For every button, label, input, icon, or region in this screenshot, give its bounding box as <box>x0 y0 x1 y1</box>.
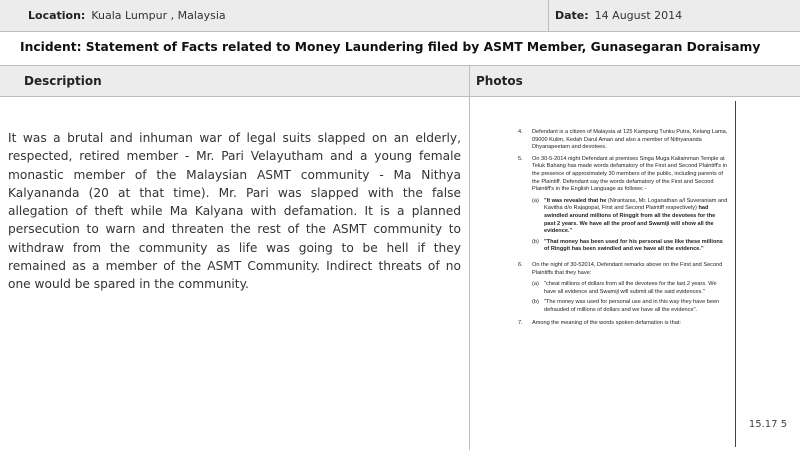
doc-paragraph-6b: (b) "The money was used for personal use and in this way they have been defrauded of millions of dollars and we have all the evidence". <box>532 299 720 313</box>
description-heading: Description <box>0 66 470 97</box>
doc-paragraph-5: 5. On 30-5-2014 night Defendant at premises Singa Muga Kaliamman Temple at Teluk Bahang has made words defamatory of the First and Second Plaintiff's in the presence of approximately 30 members of the public, including parents of the Plaintiff. Defendant say the words defamatory of the First and Second Plaintiff's in the English Language as follows: - <box>518 155 727 193</box>
photos-heading: Photos <box>476 74 523 88</box>
location-value: Kuala Lumpur , Malaysia <box>91 9 226 22</box>
description-column <box>0 97 470 450</box>
date-cell <box>549 0 800 32</box>
doc-paragraph-6: 6. On the night of 30-52014, Defendant remarks above on the First and Second Plaintiffs that they have: <box>518 261 723 276</box>
incident-title: Incident: Statement of Facts related to Money Laundering filed by ASMT Member, Gunasegaran Doraisamy <box>0 32 800 66</box>
document-text <box>518 129 728 332</box>
description-text: It was a brutal and inhuman war of legal suits slapped on an elderly, respected, retired member - Mr. Pari Velayutham and a young female monastic member of the Malaysian ASMT community - Ma Nithya Kalyananda (20 at that time). Mr. Pari was slapped with the false allegation of theft while Ma Kalyana with defamation. It is a planned persecution to warn and threaten the rest of the ASMT community to withdraw from the community as life was going to be hell if they remained as a member of the ASMT Community. Indirect threats of no one would be spared in the community. <box>8 131 461 292</box>
court-document-photo <box>510 101 736 447</box>
page-number: 15.17 5 <box>748 419 788 430</box>
photos-column <box>470 97 800 450</box>
location-cell <box>0 0 549 32</box>
doc-paragraph-5b: (b) "That money has been used for his personal use like these millions of Ringgit has been swindled and we have all the evidence." <box>532 238 723 253</box>
doc-paragraph-4: 4. Defendant is a citizen of Malaysia at 125 Kampung Tunku Putra, Kelang Lama, 09000 Kulim, Kedah Darul Aman and also a member of Nithyananda Dhyanapeetam and devotees. <box>518 129 728 151</box>
header-bar <box>0 0 800 32</box>
date-label: Date: <box>555 9 589 22</box>
doc-paragraph-7: 7. Among the meaning of the words spoken defamation is that: <box>518 320 681 327</box>
location-label: Location: <box>28 9 86 22</box>
date-value: 14 August 2014 <box>594 9 683 22</box>
doc-paragraph-6a: (a) "cheat millions of dollars from all the devotees for the last 2 years. We have all evidence and Swamiji will submit all the said evidences." <box>532 281 717 295</box>
doc-paragraph-5a: (a) "It was revealed that he (Nirantaras, Mr. Loganathan a/l Suveraniam and Kavitha d/o Rajagopal, First and Second Plaintiff respectively) had swindled around millions of Ringgit from all the devotees for the past 2 years. We have all the proof and Swamiji will show all the evidence." <box>532 197 728 235</box>
column-headers <box>0 66 800 97</box>
